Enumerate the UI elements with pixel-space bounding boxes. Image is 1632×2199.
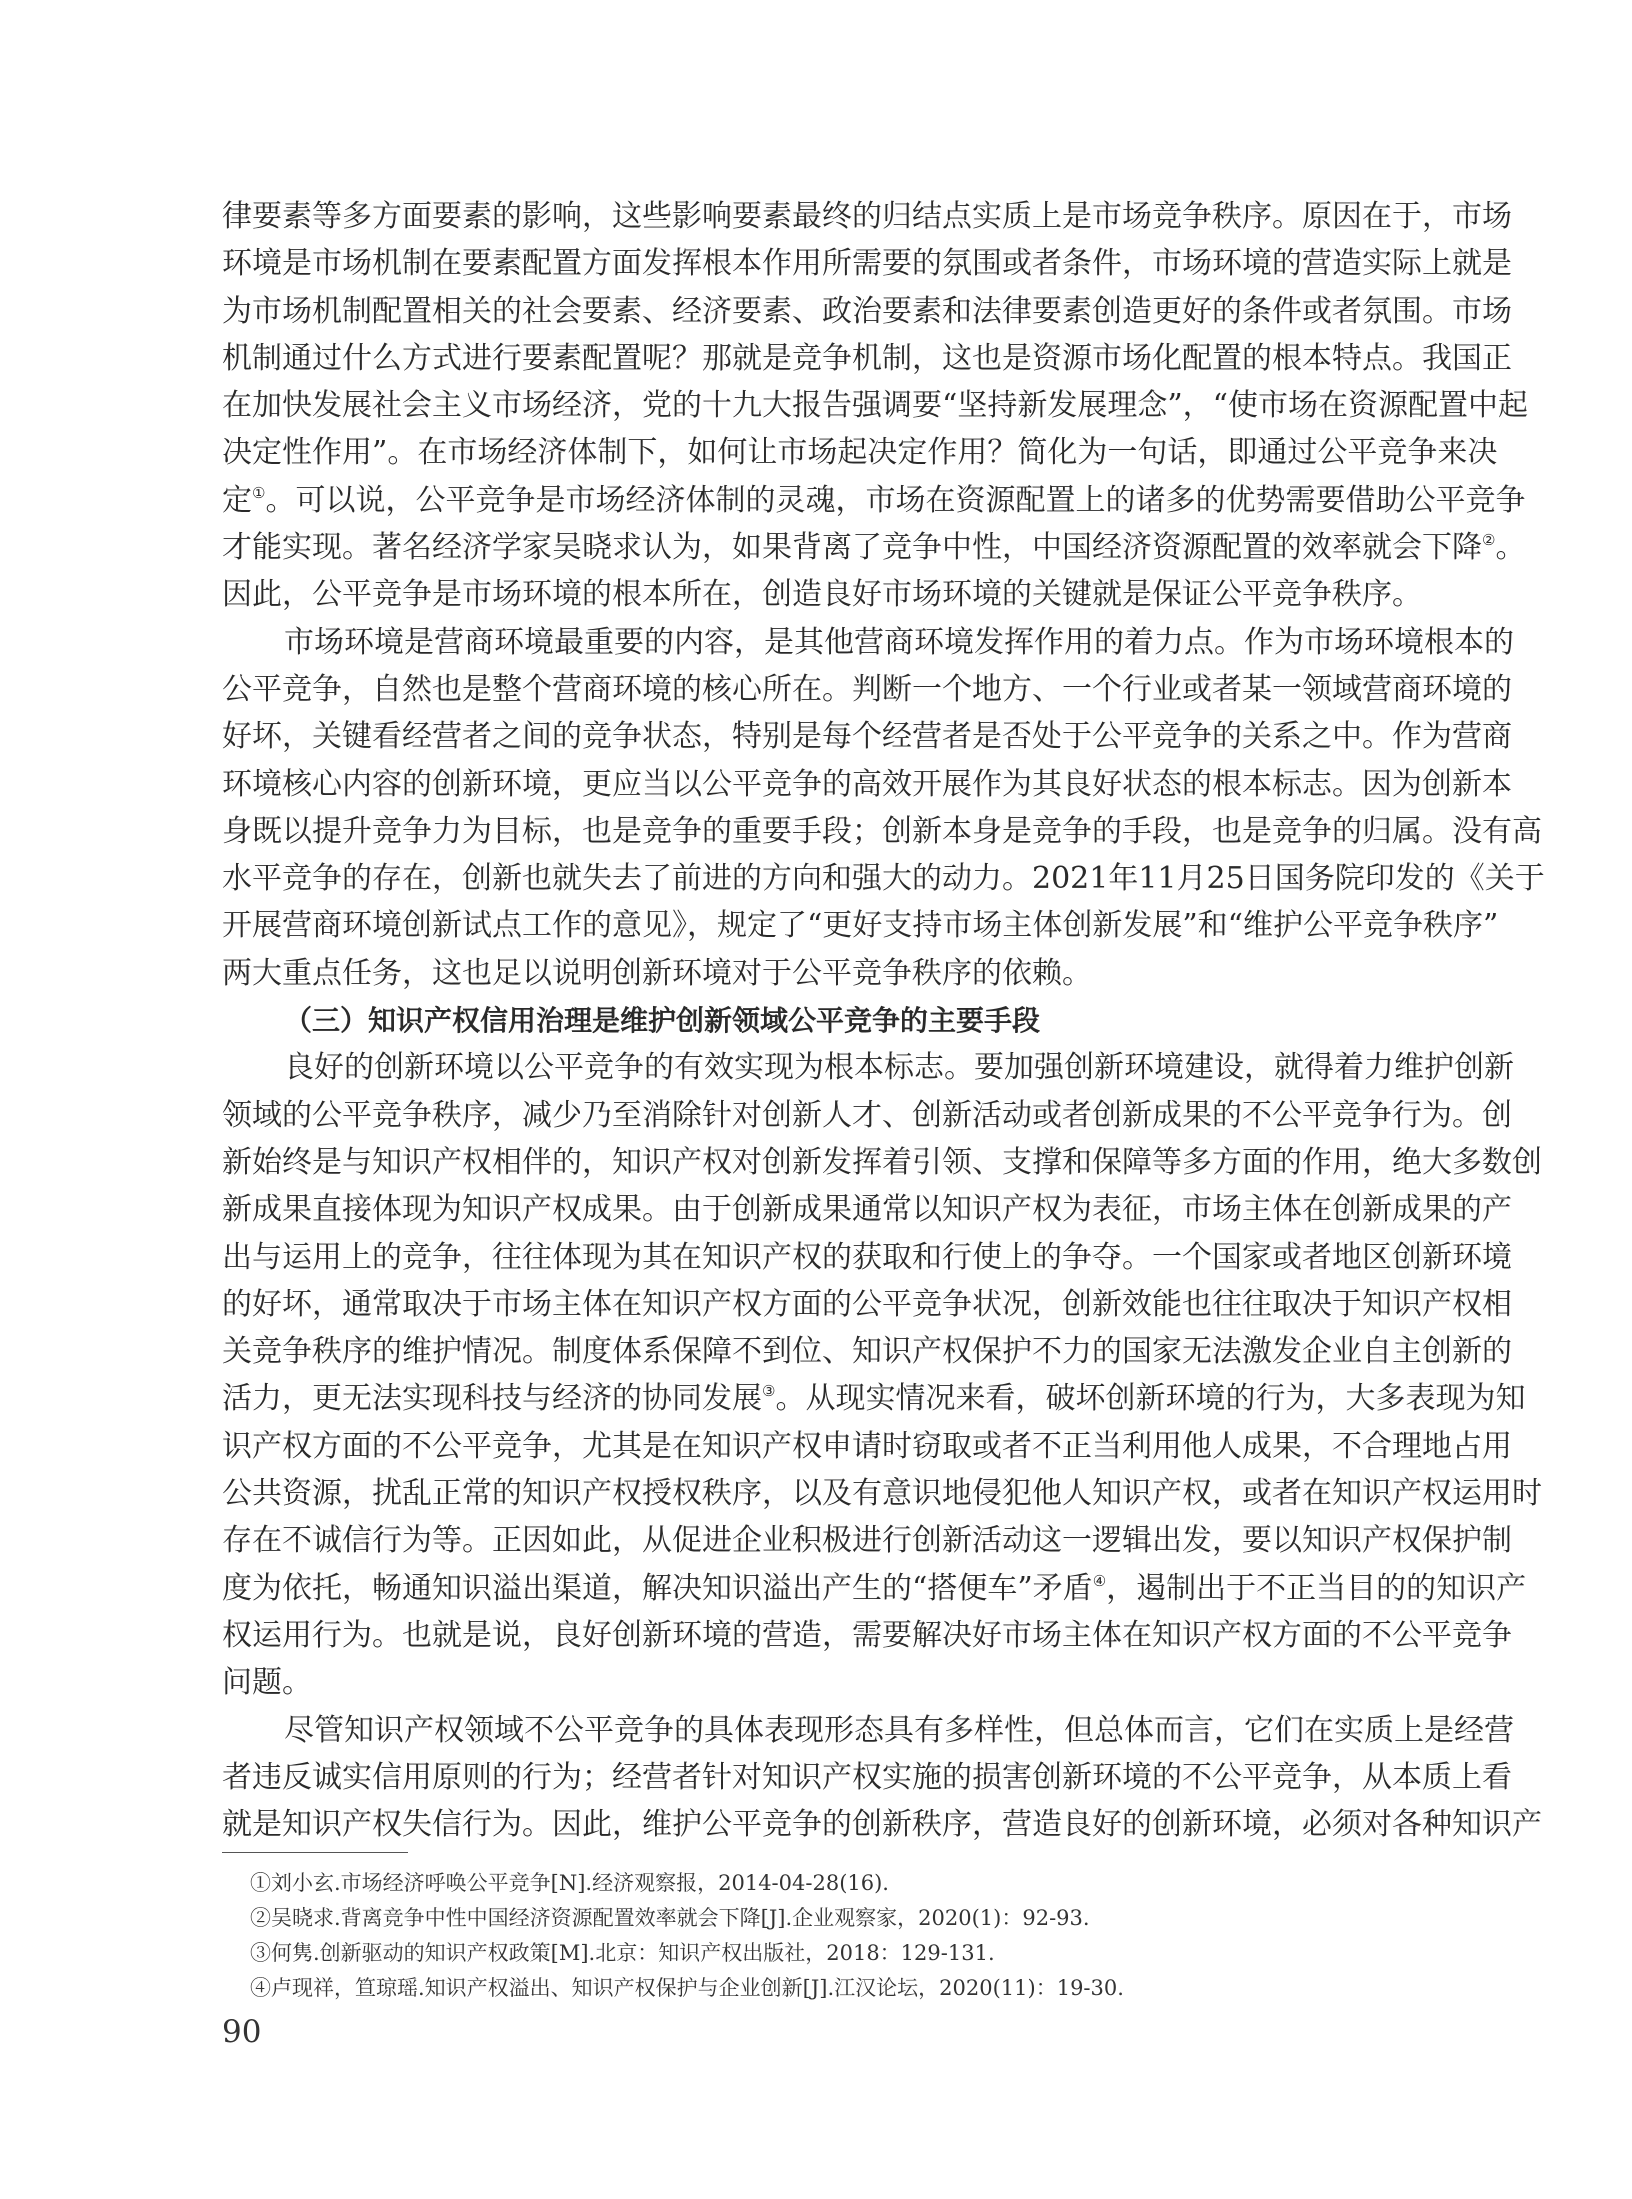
text-line: 良好的创新环境以公平竞争的有效实现为根本标志。要加强创新环境建设，就得着力维护创新 bbox=[284, 1050, 1514, 1086]
footnote: ②吴晓求.背离竞争中性中国经济资源配置效率就会下降[J].企业观察家，2020(1)：92-93. bbox=[250, 1906, 1090, 1930]
text-line: 者违反诚实信用原则的行为；经营者针对知识产权实施的损害创新环境的不公平竞争，从本质上看 bbox=[222, 1759, 1512, 1795]
footnote-reference[interactable]: ④ bbox=[1092, 1571, 1107, 1590]
text-line: 决定性作用”。在市场经济体制下，如何让市场起决定作用？简化为一句话，即通过公平竞争来决 bbox=[222, 435, 1498, 471]
footnote: ③何隽.创新驱动的知识产权政策[M].北京：知识产权出版社，2018：129-131. bbox=[250, 1941, 995, 1965]
paragraph bbox=[222, 193, 1529, 619]
text-line: 的好坏，通常取决于市场主体在知识产权方面的公平竞争状况，创新效能也往往取决于知识产权相 bbox=[222, 1286, 1512, 1322]
text-line: 身既以提升竞争力为目标，也是竞争的重要手段；创新本身是竞争的手段，也是竞争的归属。没有高 bbox=[222, 813, 1542, 849]
text-line: 度为依托，畅通知识溢出渠道，解决知识溢出产生的“搭便车”矛盾④，遏制出于不正当目的的知识产 bbox=[222, 1570, 1527, 1606]
footnote-reference[interactable]: ③ bbox=[762, 1382, 776, 1401]
text-line: 在加快发展社会主义市场经济，党的十九大报告强调要“坚持新发展理念”，“使市场在资源配置中起 bbox=[222, 388, 1529, 424]
text-line: 领域的公平竞争秩序，减少乃至消除针对创新人才、创新活动或者创新成果的不公平竞争行为。创 bbox=[222, 1097, 1512, 1133]
text-line: 就是知识产权失信行为。因此，维护公平竞争的创新秩序，营造良好的创新环境，必须对各种知识产 bbox=[222, 1807, 1542, 1843]
text-line: 新始终是与知识产权相伴的，知识产权对创新发挥着引领、支撑和保障等多方面的作用，绝大多数创 bbox=[222, 1144, 1542, 1180]
text-line: 环境是市场机制在要素配置方面发挥根本作用所需要的氛围或者条件，市场环境的营造实际上就是 bbox=[222, 246, 1512, 282]
text-line: 存在不诚信行为等。正因如此，从促进企业积极进行创新活动这一逻辑出发，要以知识产权保护制 bbox=[222, 1523, 1512, 1559]
text-line: 定①。可以说，公平竞争是市场经济体制的灵魂，市场在资源配置上的诸多的优势需要借助公平竞争 bbox=[222, 482, 1526, 518]
paragraph bbox=[222, 1044, 1542, 1706]
text-line: 尽管知识产权领域不公平竞争的具体表现形态具有多样性，但总体而言，它们在实质上是经营 bbox=[284, 1712, 1514, 1748]
paragraph bbox=[222, 1707, 1542, 1849]
section-heading: （三）知识产权信用治理是维护创新领域公平竞争的主要手段 bbox=[284, 1004, 1041, 1038]
text-line: 机制通过什么方式进行要素配置呢？那就是竞争机制，这也是资源市场化配置的根本特点。我国正 bbox=[222, 340, 1512, 376]
text-line: 律要素等多方面要素的影响，这些影响要素最终的归结点实质上是市场竞争秩序。原因在于，市场 bbox=[222, 199, 1512, 234]
text-line: 活力，更无法实现科技与经济的协同发展③。从现实情况来看，破坏创新环境的行为，大多表现为知 bbox=[222, 1381, 1526, 1417]
text-line: 因此，公平竞争是市场环境的根本所在，创造良好市场环境的关键就是保证公平竞争秩序。 bbox=[222, 577, 1422, 613]
text-line: 为市场机制配置相关的社会要素、经济要素、政治要素和法律要素创造更好的条件或者氛围。市场 bbox=[222, 293, 1512, 329]
text-line: 环境核心内容的创新环境，更应当以公平竞争的高效开展作为其良好状态的根本标志。因为创新本 bbox=[222, 766, 1512, 802]
page-number: 90 bbox=[222, 2014, 262, 2050]
text-line: 市场环境是营商环境最重要的内容，是其他营商环境发挥作用的着力点。作为市场环境根本的 bbox=[284, 624, 1514, 660]
text-line: 公平竞争，自然也是整个营商环境的核心所在。判断一个地方、一个行业或者某一领域营商环境的 bbox=[222, 671, 1512, 707]
text-line: 出与运用上的竞争，往往体现为其在知识产权的获取和行使上的争夺。一个国家或者地区创新环境 bbox=[222, 1239, 1512, 1275]
footnote: ①刘小玄.市场经济呼唤公平竞争[N].经济观察报，2014-04-28(16). bbox=[250, 1871, 889, 1895]
footnote-divider bbox=[222, 1852, 408, 1853]
text-line: 好坏，关键看经营者之间的竞争状态，特别是每个经营者是否处于公平竞争的关系之中。作为营商 bbox=[222, 719, 1512, 755]
body-text bbox=[222, 193, 1545, 1848]
text-line: 水平竞争的存在，创新也就失去了前进的方向和强大的动力。2021年11月25日国务院印发的《关于 bbox=[222, 861, 1545, 897]
text-line: 开展营商环境创新试点工作的意见》，规定了“更好支持市场主体创新发展”和“维护公平竞争秩序” bbox=[222, 908, 1499, 944]
footnote-reference[interactable]: ② bbox=[1482, 531, 1496, 550]
text-line: 公共资源，扰乱正常的知识产权授权秩序，以及有意识地侵犯他人知识产权，或者在知识产权运用时 bbox=[222, 1476, 1542, 1512]
text-line: 两大重点任务，这也足以说明创新环境对于公平竞争秩序的依赖。 bbox=[222, 955, 1092, 991]
footnote-reference[interactable]: ① bbox=[252, 483, 266, 502]
text-line: 关竞争秩序的维护情况。制度体系保障不到位、知识产权保护不力的国家无法激发企业自主创新的 bbox=[222, 1334, 1512, 1370]
paragraph bbox=[222, 619, 1545, 997]
text-line: 新成果直接体现为知识产权成果。由于创新成果通常以知识产权为表征，市场主体在创新成果的产 bbox=[222, 1192, 1512, 1228]
footnotes bbox=[250, 1866, 1124, 2006]
text-line: 识产权方面的不公平竞争，尤其是在知识产权申请时窃取或者不正当利用他人成果，不合理地占用 bbox=[222, 1428, 1512, 1464]
footnote: ④卢现祥，笪琼瑶.知识产权溢出、知识产权保护与企业创新[J].江汉论坛，2020(11)：19-30. bbox=[250, 1976, 1124, 2000]
text-line: 问题。 bbox=[222, 1665, 312, 1701]
text-line: 权运用行为。也就是说，良好创新环境的营造，需要解决好市场主体在知识产权方面的不公平竞争 bbox=[222, 1617, 1512, 1653]
text-line: 才能实现。著名经济学家吴晓求认为，如果背离了竞争中性，中国经济资源配置的效率就会下降②。 bbox=[222, 530, 1526, 566]
